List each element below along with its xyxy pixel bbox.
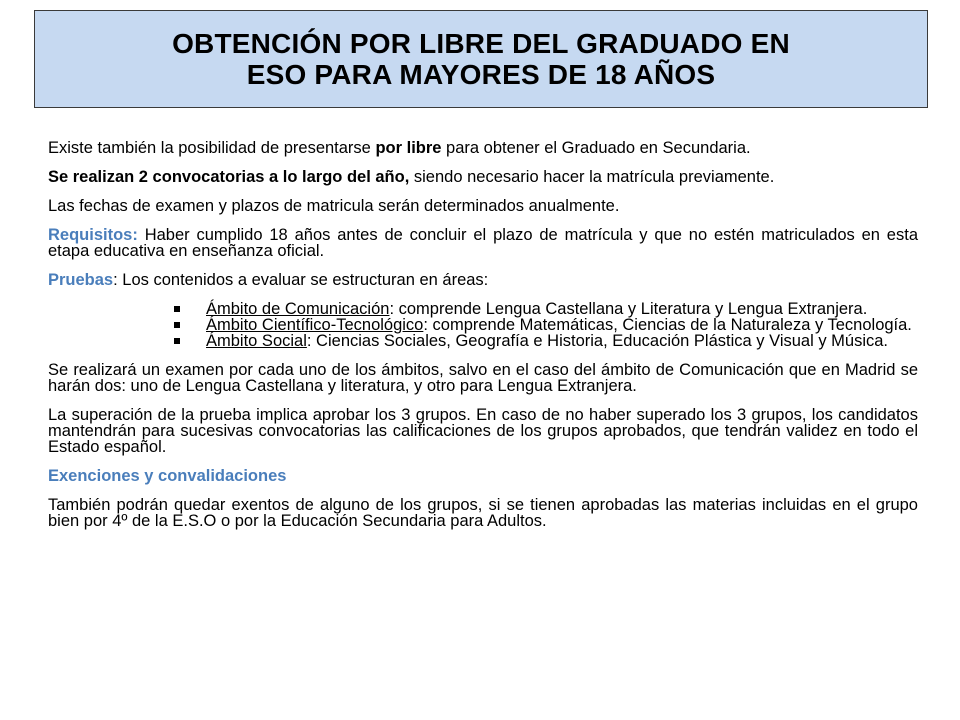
list-item bbox=[206, 301, 918, 317]
requisitos-label: Requisitos: bbox=[48, 226, 138, 244]
list-item bbox=[206, 333, 918, 349]
examen-paragraph: Se realizará un examen por cada uno de los ámbitos, salvo en el caso del ámbito de Comunicación que en Madrid se harán dos: uno de Lengua Castellana y literatura, y otro para Lengua Extranjera. bbox=[48, 361, 918, 395]
square-bullet-icon bbox=[174, 338, 180, 344]
ambito-text: : comprende Matemáticas, Ciencias de la Naturaleza y Tecnología. bbox=[423, 316, 912, 334]
intro-paragraph bbox=[48, 140, 918, 156]
square-bullet-icon bbox=[174, 322, 180, 328]
intro-text-1: Existe también la posibilidad de presentarse bbox=[48, 139, 376, 157]
ambito-name: Ámbito Científico-Tecnológico bbox=[206, 316, 424, 334]
exenciones-paragraph: También podrán quedar exentos de alguno de los grupos, si se tienen aprobadas las materias incluidas en el grupo bien por 4º de la E.S.O o por la Educación Secundaria para Adultos. bbox=[48, 496, 918, 530]
pruebas-text: : Los contenidos a evaluar se estructuran en áreas: bbox=[113, 271, 489, 289]
fechas-paragraph: Las fechas de examen y plazos de matricula serán determinados anualmente. bbox=[48, 197, 620, 215]
ambito-name: Ámbito Social bbox=[206, 332, 307, 350]
ambito-text: : Ciencias Sociales, Geografía e Historia, Educación Plástica y Visual y Música. bbox=[306, 332, 889, 350]
convocatorias-paragraph bbox=[48, 169, 918, 185]
title-banner bbox=[34, 10, 928, 108]
exenciones-heading: Exenciones y convalidaciones bbox=[48, 467, 287, 485]
square-bullet-icon bbox=[174, 306, 180, 312]
page-title-line-1: OBTENCIÓN POR LIBRE DEL GRADUADO EN bbox=[172, 28, 790, 59]
ambito-name: Ámbito de Comunicación bbox=[206, 300, 390, 318]
convocatorias-bold: Se realizan 2 convocatorias a lo largo del año, bbox=[48, 168, 410, 186]
requisitos-paragraph bbox=[48, 227, 918, 259]
intro-bold: por libre bbox=[375, 139, 442, 157]
document-body bbox=[48, 140, 918, 542]
list-item bbox=[206, 317, 918, 333]
intro-text-2: para obtener el Graduado en Secundaria. bbox=[441, 139, 751, 157]
pruebas-paragraph bbox=[48, 272, 918, 288]
page-title-line-2: ESO PARA MAYORES DE 18 AÑOS bbox=[246, 59, 716, 90]
requisitos-text: Haber cumplido 18 años antes de concluir el plazo de matrícula y que no estén matriculados en esta etapa educativa en enseñanza oficial. bbox=[48, 226, 918, 260]
ambitos-list bbox=[48, 301, 918, 349]
ambito-text: : comprende Lengua Castellana y Literatura y Lengua Extranjera. bbox=[389, 300, 868, 318]
pruebas-label: Pruebas bbox=[48, 271, 114, 289]
superacion-paragraph: La superación de la prueba implica aprobar los 3 grupos. En caso de no haber superado los 3 grupos, los candidatos mantendrán para sucesivas convocatorias las calificaciones de los grupos aprobados, que tendrán validez en todo el Estado español. bbox=[48, 406, 918, 456]
convocatorias-text: siendo necesario hacer la matrícula previamente. bbox=[409, 168, 775, 186]
